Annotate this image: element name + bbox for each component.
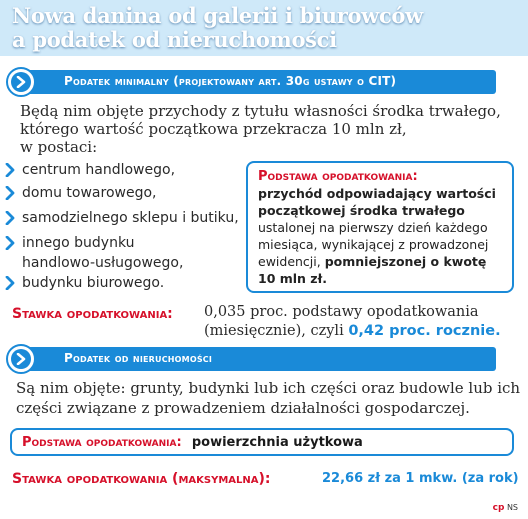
list-item: budynku biurowego. (22, 273, 164, 293)
section-badge (6, 67, 36, 97)
chevron-right-icon (11, 349, 31, 369)
section-header-label: Podatek od nieruchomości (64, 351, 213, 365)
author-initials: NS (506, 503, 518, 512)
list-item: domu towarowego, (22, 183, 156, 203)
section-header-minimum-tax (16, 70, 496, 94)
title-line-1: Nowa danina od galerii i biurowców (12, 3, 423, 28)
intro-line: Będą nim objęte przychody z tytułu własności środka trwałego, (20, 102, 501, 120)
list-item: innego budynku handlowo-usługowego, (22, 233, 183, 273)
tax-base-value: początkowej środka trwałego (258, 203, 465, 218)
tax-rate-value: 0,035 proc. podstawy opodatkowania (miesięcznie), czyli 0,42 proc. rocznie. (204, 304, 501, 339)
publisher-logo: cp (492, 503, 505, 513)
tax-base-detail: 10 mln zł. (258, 271, 327, 286)
tax-base-box (246, 161, 514, 293)
intro-line: w postaci: (20, 138, 98, 156)
chevron-right-icon (11, 72, 31, 92)
section-1-intro (20, 102, 501, 156)
bullet-chevron-icon (5, 186, 15, 200)
section-badge (6, 344, 36, 374)
title-banner (0, 0, 528, 56)
credit (493, 503, 518, 513)
tax-base-value: przychód odpowiadający wartości (258, 186, 496, 201)
tax-base-detail: ustalonej na pierwszy dzień każdego (258, 220, 488, 235)
section-header-property-tax (16, 347, 496, 371)
title-line-2: a podatek od nieruchomości (12, 27, 337, 52)
tax-base-detail: miesiąca, wynikającej z prowadzonej (258, 237, 489, 252)
bullet-chevron-icon (5, 211, 15, 225)
tax-rate-label: Stawka opodatkowania (maksymalna): (12, 471, 271, 487)
tax-rate-value: 22,66 zł za 1 mkw. (za rok) (322, 471, 519, 486)
tax-base-label: Podstawa opodatkowania: (22, 435, 182, 450)
list-item: centrum handlowego, (22, 160, 175, 180)
tax-rate-label: Stawka opodatkowania: (12, 306, 173, 322)
tax-base-value: powierzchnia użytkowa (191, 435, 363, 450)
tax-base-box (10, 428, 514, 456)
tax-base-label: Podstawa opodatkowania: (258, 169, 418, 184)
bullet-chevron-icon (5, 276, 15, 290)
section-header-label: Podatek minimalny (projektowany art. 30g ustawy o CIT) (64, 74, 397, 88)
tax-base-detail: ewidencji, pomniejszonej o kwotę (258, 254, 487, 269)
bullet-chevron-icon (5, 163, 15, 177)
bullet-chevron-icon (5, 236, 15, 250)
list-item: samodzielnego sklepu i butiku, (22, 208, 239, 228)
page-title (12, 4, 423, 52)
intro-line: którego wartość początkowa przekracza 10 mln zł, (20, 120, 407, 138)
section-2-intro: Są nim objęte: grunty, budynki lub ich części oraz budowle lub ich części związane z prowadzeniem działalności gospodarczej. (16, 379, 521, 417)
